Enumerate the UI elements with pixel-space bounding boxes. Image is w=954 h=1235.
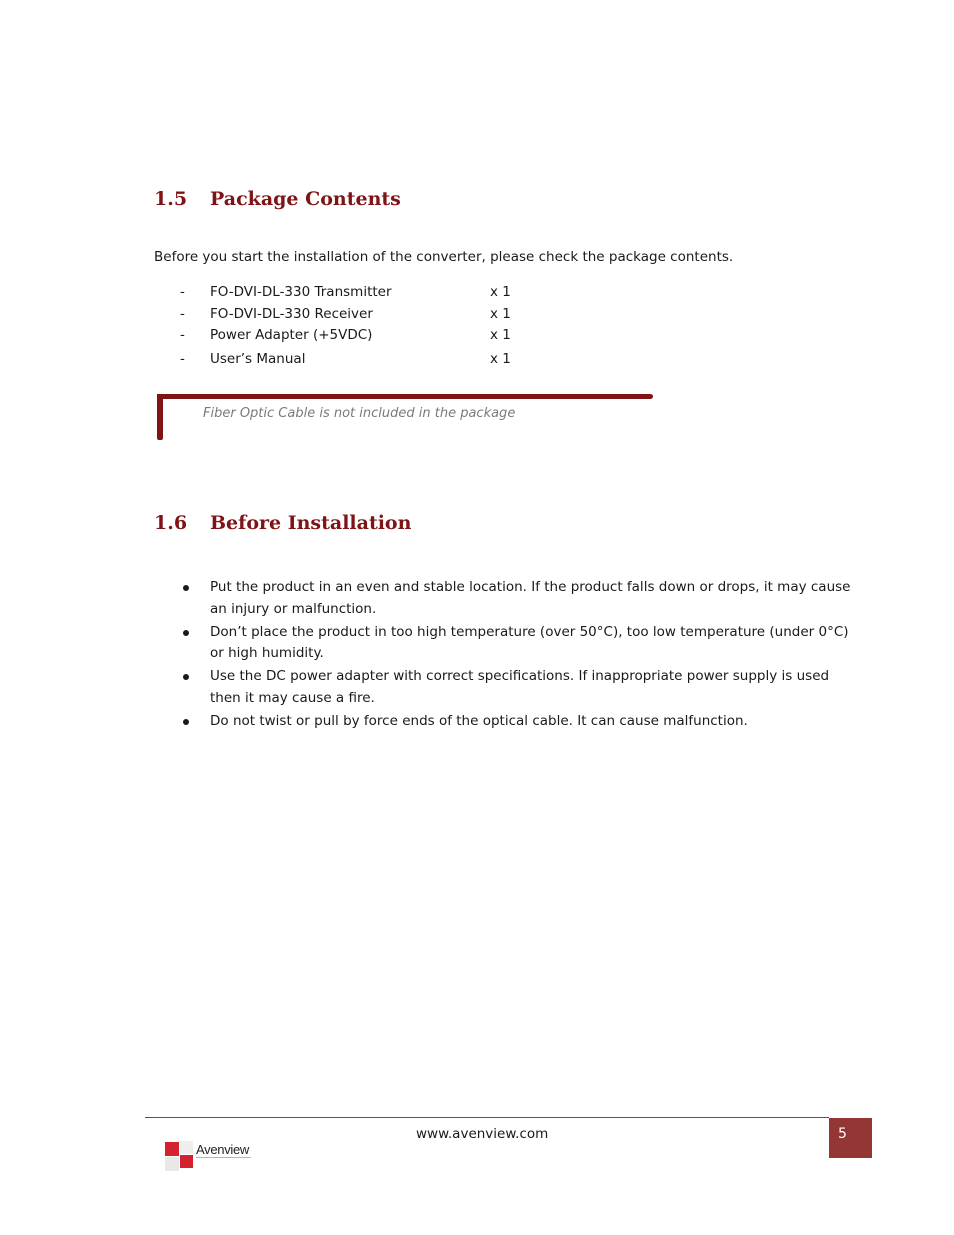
- avenview-logo: [158, 1136, 268, 1182]
- section-title: Package Contents: [210, 188, 401, 210]
- bullet-icon: [183, 630, 189, 636]
- section-heading-before-installation: [154, 512, 411, 534]
- note-frame-left: [157, 394, 163, 440]
- item-quantity: x 1: [490, 284, 511, 300]
- bullet-icon: [183, 719, 189, 725]
- item-name: User’s Manual: [210, 350, 306, 367]
- package-intro-text: Before you start the installation of the converter, please check the package contents.: [154, 249, 734, 265]
- bullet-text: Put the product in an even and stable location. If the product falls down or drops, it may cause an injury or malfunction.: [210, 579, 851, 617]
- logo-square-icon: [165, 1157, 179, 1171]
- logo-square-icon: [165, 1142, 179, 1156]
- section-number: 1.6: [154, 512, 188, 534]
- footer-divider: [145, 1117, 829, 1118]
- list-item: [180, 622, 860, 665]
- list-dash: -: [180, 284, 185, 300]
- list-item: [180, 711, 860, 733]
- list-item: [180, 306, 540, 328]
- page-number: 5: [838, 1126, 847, 1142]
- package-contents-list: [180, 284, 540, 372]
- list-item: [180, 284, 540, 306]
- package-note: Fiber Optic Cable is not included in the package: [203, 406, 516, 421]
- bullet-text: Use the DC power adapter with correct specifications. If inappropriate power supply is used then it may cause a fire.: [210, 668, 830, 706]
- bullet-icon: [183, 585, 189, 591]
- list-item: [180, 666, 860, 709]
- logo-underline: [196, 1157, 251, 1158]
- section-heading-package-contents: [154, 188, 401, 210]
- item-quantity: x 1: [490, 327, 511, 343]
- footer-url[interactable]: www.avenview.com: [416, 1126, 549, 1142]
- logo-square-icon: [180, 1141, 193, 1154]
- list-item: [180, 327, 540, 349]
- item-name: FO-DVI-DL-330 Transmitter: [210, 284, 392, 300]
- list-item: [180, 577, 860, 620]
- list-item: [180, 351, 540, 373]
- item-quantity: x 1: [490, 350, 511, 367]
- section-title: Before Installation: [210, 512, 412, 534]
- page-number-badge: [829, 1118, 872, 1158]
- item-quantity: x 1: [490, 305, 511, 322]
- list-dash: -: [180, 305, 185, 322]
- installation-precautions-list: [180, 577, 860, 734]
- bullet-text: Don’t place the product in too high temperature (over 50°C), too low temperature (under 0°C) or high humidity.: [210, 623, 849, 661]
- item-name: Power Adapter (+5VDC): [210, 327, 373, 343]
- item-name: FO-DVI-DL-330 Receiver: [210, 305, 373, 322]
- bullet-icon: [183, 674, 189, 680]
- bullet-text: Do not twist or pull by force ends of the optical cable. It can cause malfunction.: [210, 712, 748, 729]
- note-frame-top: [157, 394, 653, 399]
- logo-wordmark: Avenview: [196, 1142, 250, 1157]
- logo-square-icon: [180, 1155, 193, 1168]
- section-number: 1.5: [154, 188, 188, 210]
- list-dash: -: [180, 327, 185, 343]
- list-dash: -: [180, 350, 185, 367]
